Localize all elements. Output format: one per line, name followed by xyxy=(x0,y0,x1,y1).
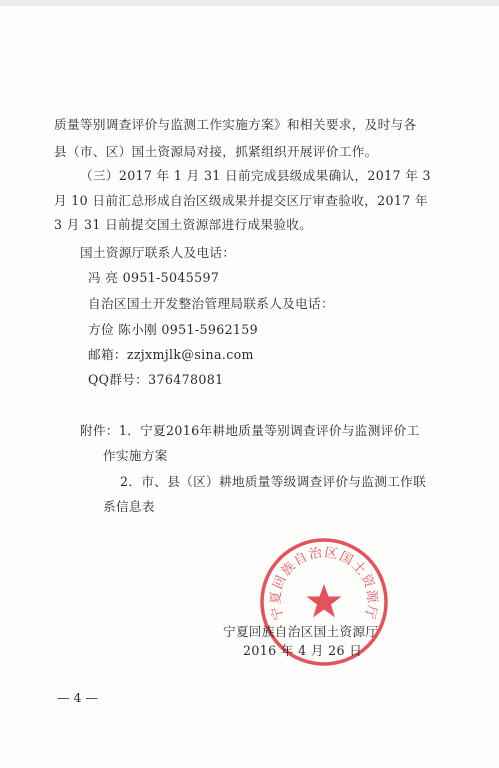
page-number: — 4 — xyxy=(57,690,98,705)
dept-contact-label: 国土资源厅联系人及电话： xyxy=(80,245,236,260)
seal-text: 宁夏回族自治区国土资源厅 xyxy=(268,545,380,622)
body-line-4: 月 10 日前汇总形成自治区级成果并提交区厅审查验收，2017 年 xyxy=(54,193,428,208)
body-line-3: （三）2017 年 1 月 31 日前完成县级成果确认，2017 年 3 xyxy=(80,168,431,183)
email: 邮箱：zzjxmjlk@sina.com xyxy=(88,347,254,362)
scan-edge xyxy=(0,0,499,6)
dept-contact: 冯 亮 0951-5045597 xyxy=(88,270,220,285)
signature-org: 宁夏回族自治区国土资源厅 xyxy=(223,624,379,639)
attachment-1: 附件：1．宁夏2016年耕地质量等别调查评价与监测评价工 xyxy=(80,423,420,438)
bureau-contact: 方俭 陈小刚 0951-5962159 xyxy=(88,322,259,337)
signature-date: 2016 年 4 月 26 日 xyxy=(243,643,363,658)
attachment-1-cont: 作实施方案 xyxy=(103,448,168,463)
qq-group: QQ群号：376478081 xyxy=(88,372,224,387)
attachment-2-cont: 系信息表 xyxy=(103,499,155,514)
body-line-5: 3 月 31 日前提交国土资源部进行成果验收。 xyxy=(54,217,313,232)
bureau-contact-label: 自治区国土开发整治管理局联系人及电话： xyxy=(88,296,334,311)
body-line-1: 质量等别调查评价与监测工作实施方案》和相关要求，及时与各 xyxy=(54,117,417,132)
seal-star-icon xyxy=(307,584,342,618)
attachment-2: 2．市、县（区）耕地质量等级调查评价与监测工作联 xyxy=(120,474,427,489)
body-line-2: 县（市、区）国土资源局对接，抓紧组织开展评价工作。 xyxy=(54,144,378,159)
